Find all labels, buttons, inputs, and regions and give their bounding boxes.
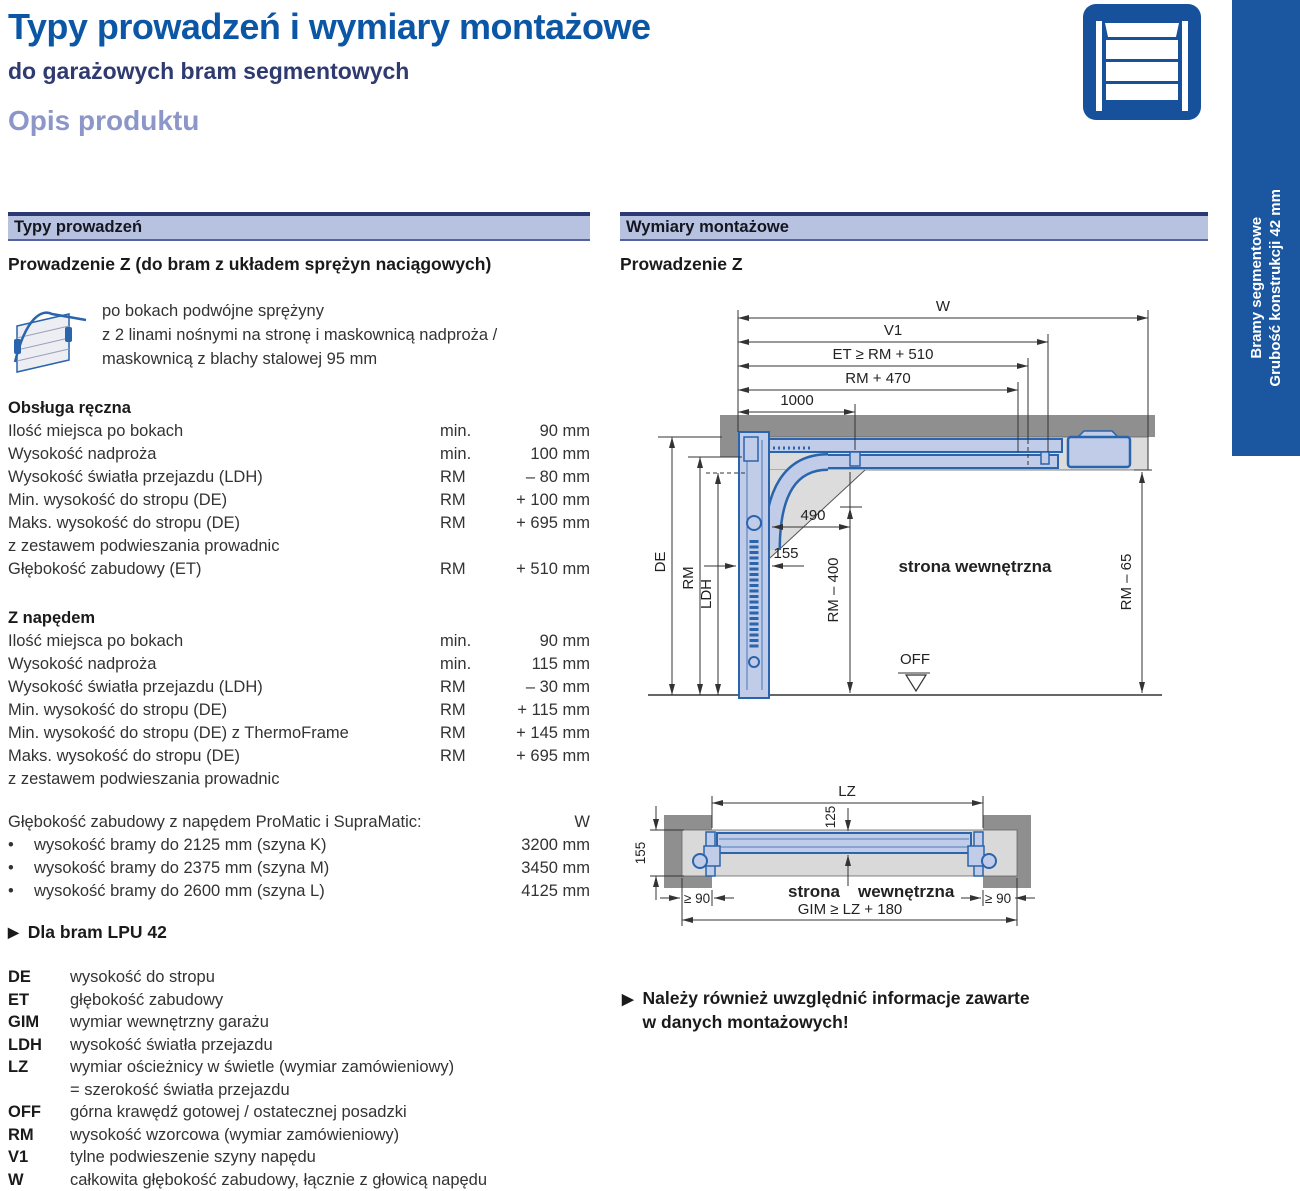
bullet-icon: • bbox=[8, 834, 34, 857]
roller bbox=[747, 516, 761, 530]
legend-row bbox=[8, 966, 590, 989]
spec-value: + 100 mm bbox=[496, 489, 590, 512]
table-row bbox=[8, 699, 590, 722]
depth-label: wysokość bramy do 2375 mm (szyna M) bbox=[34, 857, 496, 880]
spec-label: Maks. wysokość do stropu (DE) bbox=[8, 512, 440, 535]
chapter-tab-line2: Grubość konstrukcji 42 mm bbox=[1266, 189, 1285, 387]
spec-label: Ilość miejsca po bokach bbox=[8, 420, 440, 443]
left-section-header: Typy prowadzeń bbox=[8, 212, 590, 241]
triangle-marker-icon: ▶ bbox=[8, 924, 19, 940]
table-row bbox=[8, 768, 590, 791]
spec-ref bbox=[440, 535, 496, 558]
legend-desc: wysokość wzorcowa (wymiar zamówieniowy) bbox=[70, 1124, 590, 1147]
spec-ref: RM bbox=[440, 676, 496, 699]
manual-section-title: Obsługa ręczna bbox=[8, 397, 590, 420]
label-inner-side-2: wewnętrzna bbox=[857, 882, 955, 901]
dim-label-v1: V1 bbox=[884, 322, 902, 339]
table-row bbox=[8, 466, 590, 489]
legend-desc: górna krawędź gotowej / ostatecznej posadzki bbox=[70, 1101, 590, 1124]
spec-ref: RM bbox=[440, 512, 496, 535]
spec-ref: min. bbox=[440, 443, 496, 466]
legend-desc-line: = szerokość światła przejazdu bbox=[70, 1079, 590, 1102]
list-item bbox=[8, 857, 590, 880]
legend-abbr: LZ bbox=[8, 1056, 70, 1101]
operator-rail bbox=[750, 439, 1062, 452]
intro-line: po bokach podwójne sprężyny bbox=[102, 299, 497, 323]
note-line: w danych montażowych! bbox=[643, 1010, 1030, 1034]
rail-hanger bbox=[850, 452, 860, 466]
spec-label: z zestawem podwieszania prowadnic bbox=[8, 768, 440, 791]
spec-value: + 510 mm bbox=[496, 558, 590, 581]
label-inner-side-1: strona bbox=[788, 882, 841, 901]
legend-abbr: GIM bbox=[8, 1011, 70, 1034]
bullet-icon: • bbox=[8, 857, 34, 880]
legend-row bbox=[8, 1011, 590, 1034]
depth-value: 4125 mm bbox=[496, 880, 590, 903]
plan-view-diagram bbox=[620, 770, 1210, 970]
spec-label: Głębokość zabudowy (ET) bbox=[8, 558, 440, 581]
table-row bbox=[8, 512, 590, 535]
left-column bbox=[8, 212, 590, 1191]
page-subtitle: do garażowych bram segmentowych bbox=[8, 58, 409, 85]
legend-desc: całkowita głębokość zabudowy, łącznie z głowicą napędu bbox=[70, 1169, 590, 1191]
triangle-marker-icon: ▶ bbox=[622, 988, 634, 1033]
note bbox=[622, 986, 1030, 1034]
spec-ref bbox=[440, 768, 496, 791]
table-row bbox=[8, 558, 590, 581]
dim-label-et: ET ≥ RM + 510 bbox=[833, 346, 934, 363]
spec-value: 100 mm bbox=[496, 443, 590, 466]
legend-desc: głębokość zabudowy bbox=[70, 989, 590, 1012]
list-item bbox=[8, 834, 590, 857]
table-row bbox=[8, 535, 590, 558]
spec-ref: RM bbox=[440, 722, 496, 745]
depth-col-header: W bbox=[496, 811, 590, 834]
spec-label: Wysokość światła przejazdu (LDH) bbox=[8, 676, 440, 699]
legend-row bbox=[8, 989, 590, 1012]
chapter-tab-line1: Bramy segmentowe bbox=[1247, 189, 1266, 387]
section-label: Opis produktu bbox=[8, 105, 199, 137]
legend-desc bbox=[70, 1056, 590, 1101]
list-item bbox=[8, 880, 590, 903]
abbreviation-legend bbox=[8, 966, 590, 1191]
spec-label: Wysokość nadproża bbox=[8, 443, 440, 466]
bullet-icon: • bbox=[8, 880, 34, 903]
roller bbox=[749, 657, 759, 667]
dim-label-rm65: RM – 65 bbox=[1118, 554, 1135, 611]
dim-label-ge90-left: ≥ 90 bbox=[684, 891, 710, 906]
dim-label-ldh: LDH bbox=[698, 579, 715, 609]
track-type-subheader: Prowadzenie Z (do bram z układem sprężyn naciągowych) bbox=[8, 254, 590, 275]
legend-abbr: V1 bbox=[8, 1146, 70, 1169]
legend-row bbox=[8, 1124, 590, 1147]
legend-row bbox=[8, 1169, 590, 1191]
operator-head bbox=[1068, 437, 1130, 467]
powered-spec-table bbox=[8, 630, 590, 791]
right-section-header: Wymiary montażowe bbox=[620, 212, 1208, 241]
page-title: Typy prowadzeń i wymiary montażowe bbox=[8, 6, 650, 48]
spec-ref: RM bbox=[440, 489, 496, 512]
dimension-lines bbox=[658, 310, 1152, 695]
dim-label-155: 155 bbox=[633, 842, 648, 865]
label-off: OFF bbox=[900, 651, 930, 668]
spec-label: Wysokość nadproża bbox=[8, 653, 440, 676]
spec-ref: RM bbox=[440, 745, 496, 768]
legend-abbr: LDH bbox=[8, 1034, 70, 1057]
rail-hanger bbox=[1041, 452, 1049, 464]
z-track-door-icon bbox=[8, 299, 88, 380]
legend-desc: wysokość do stropu bbox=[70, 966, 590, 989]
legend-abbr: ET bbox=[8, 989, 70, 1012]
spec-value: + 115 mm bbox=[496, 699, 590, 722]
sectional-door-icon bbox=[1083, 4, 1201, 125]
dim-label-rm: RM bbox=[680, 566, 697, 589]
legend-desc: wymiar wewnętrzny garażu bbox=[70, 1011, 590, 1034]
table-row bbox=[8, 676, 590, 699]
spec-label: Maks. wysokość do stropu (DE) bbox=[8, 745, 440, 768]
diagram-subheader: Prowadzenie Z bbox=[620, 254, 1208, 275]
spec-value bbox=[496, 535, 590, 558]
roller bbox=[693, 854, 707, 868]
legend-desc-line: wymiar ościeżnicy w świetle (wymiar zamówieniowy) bbox=[70, 1056, 590, 1079]
spec-label: Min. wysokość do stropu (DE) bbox=[8, 489, 440, 512]
dim-label-rm400: RM – 400 bbox=[825, 557, 842, 622]
depth-value: 3450 mm bbox=[496, 857, 590, 880]
legend-abbr: W bbox=[8, 1169, 70, 1191]
chapter-tab bbox=[1232, 0, 1300, 456]
dim-label-1000: 1000 bbox=[780, 392, 813, 409]
floor-level-symbol bbox=[906, 675, 926, 691]
depth-list bbox=[8, 834, 590, 903]
table-row bbox=[8, 722, 590, 745]
spec-value: 90 mm bbox=[496, 630, 590, 653]
spec-ref: RM bbox=[440, 466, 496, 489]
table-row bbox=[8, 653, 590, 676]
side-view-diagram bbox=[620, 290, 1210, 710]
table-row bbox=[8, 489, 590, 512]
table-row bbox=[8, 443, 590, 466]
spec-label: Ilość miejsca po bokach bbox=[8, 630, 440, 653]
spec-value: 115 mm bbox=[496, 653, 590, 676]
door-panel bbox=[717, 833, 971, 853]
depth-value: 3200 mm bbox=[496, 834, 590, 857]
legend-abbr: OFF bbox=[8, 1101, 70, 1124]
dimension-labels bbox=[652, 298, 1135, 668]
table-row bbox=[8, 420, 590, 443]
spec-value: – 30 mm bbox=[496, 676, 590, 699]
dim-label-gim: GIM ≥ LZ + 180 bbox=[798, 901, 903, 918]
dim-label-490: 490 bbox=[800, 507, 825, 524]
legend-row bbox=[8, 1034, 590, 1057]
spec-label: Min. wysokość do stropu (DE) bbox=[8, 699, 440, 722]
manual-spec-table bbox=[8, 420, 590, 581]
spec-ref: min. bbox=[440, 630, 496, 653]
label-inner-side: strona wewnętrzna bbox=[898, 557, 1052, 576]
spec-label: Min. wysokość do stropu (DE) z ThermoFrame bbox=[8, 722, 440, 745]
for-doors-line bbox=[8, 922, 590, 943]
dim-label-ge90-right: ≥ 90 bbox=[985, 891, 1011, 906]
legend-row bbox=[8, 1056, 590, 1101]
powered-section-title: Z napędem bbox=[8, 607, 590, 630]
legend-desc: wysokość światła przejazdu bbox=[70, 1034, 590, 1057]
dim-label-125: 125 bbox=[823, 806, 838, 829]
spec-value: + 145 mm bbox=[496, 722, 590, 745]
legend-abbr: RM bbox=[8, 1124, 70, 1147]
legend-abbr: DE bbox=[8, 966, 70, 989]
spec-label: Wysokość światła przejazdu (LDH) bbox=[8, 466, 440, 489]
right-column bbox=[620, 212, 1208, 275]
roller bbox=[982, 854, 996, 868]
spec-ref: RM bbox=[440, 699, 496, 722]
spec-value: + 695 mm bbox=[496, 512, 590, 535]
intro-line: maskownicą z blachy stalowej 95 mm bbox=[102, 347, 497, 371]
spec-value: 90 mm bbox=[496, 420, 590, 443]
spec-ref: min. bbox=[440, 653, 496, 676]
table-row bbox=[8, 745, 590, 768]
intro-line: z 2 linami nośnymi na stronę i maskownicą nadproża / bbox=[102, 323, 497, 347]
track-intro bbox=[8, 299, 590, 380]
spec-ref: RM bbox=[440, 558, 496, 581]
for-doors-label: Dla bram LPU 42 bbox=[28, 922, 167, 942]
dim-label-de: DE bbox=[652, 552, 669, 573]
spec-value: – 80 mm bbox=[496, 466, 590, 489]
spec-value bbox=[496, 768, 590, 791]
spec-value: + 695 mm bbox=[496, 745, 590, 768]
dim-label-rm470: RM + 470 bbox=[845, 370, 910, 387]
legend-row bbox=[8, 1101, 590, 1124]
depth-intro: Głębokość zabudowy z napędem ProMatic i SupraMatic: bbox=[8, 811, 496, 834]
depth-label: wysokość bramy do 2125 mm (szyna K) bbox=[34, 834, 496, 857]
depth-intro-row bbox=[8, 811, 590, 834]
dim-label-155: 155 bbox=[773, 545, 798, 562]
depth-label: wysokość bramy do 2600 mm (szyna L) bbox=[34, 880, 496, 903]
note-text bbox=[643, 986, 1030, 1034]
spec-label: z zestawem podwieszania prowadnic bbox=[8, 535, 440, 558]
note-line: Należy również uwzględnić informacje zawarte bbox=[643, 986, 1030, 1010]
table-row bbox=[8, 630, 590, 653]
legend-row bbox=[8, 1146, 590, 1169]
cable-drum bbox=[744, 437, 758, 461]
track-intro-text bbox=[102, 299, 497, 380]
dim-label-lz: LZ bbox=[838, 783, 856, 800]
spec-ref: min. bbox=[440, 420, 496, 443]
legend-desc: tylne podwieszenie szyny napędu bbox=[70, 1146, 590, 1169]
dim-label-w: W bbox=[936, 298, 951, 315]
